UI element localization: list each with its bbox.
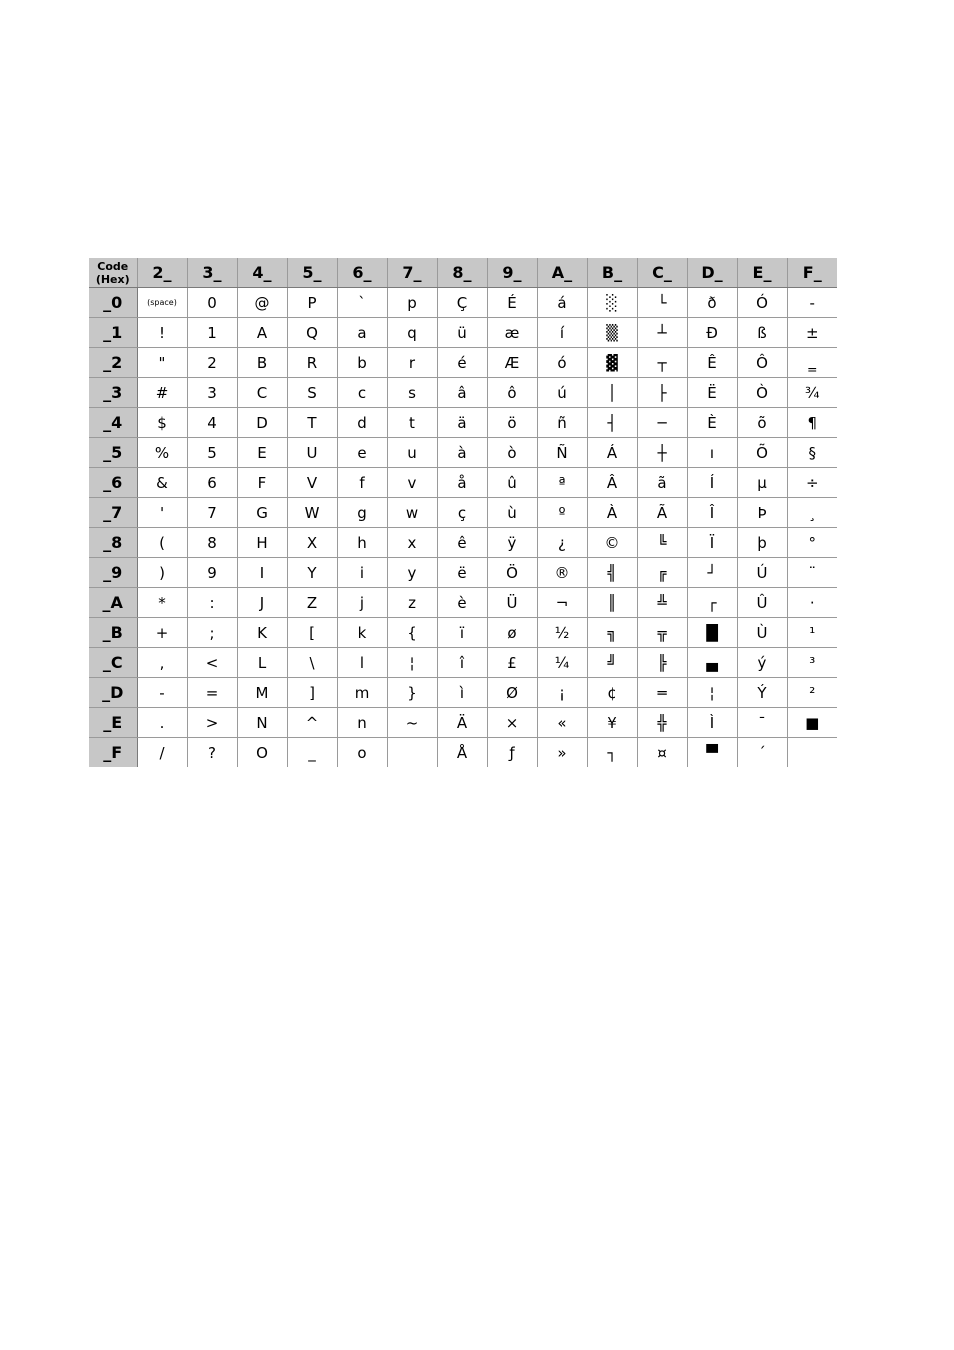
- table-cell: ¬: [537, 588, 587, 618]
- table-cell: ┴: [637, 318, 687, 348]
- table-cell: ': [137, 498, 187, 528]
- table-cell: ½: [537, 618, 587, 648]
- table-cell: ─: [637, 408, 687, 438]
- table-cell: ▀: [687, 738, 737, 768]
- table-cell: ¯: [737, 708, 787, 738]
- column-header: D_: [687, 258, 737, 288]
- table-cell: ┤: [587, 408, 637, 438]
- table-cell: ¦: [387, 648, 437, 678]
- table-cell: É: [487, 288, 537, 318]
- table-cell: ▓: [587, 348, 637, 378]
- table-cell: ║: [587, 588, 637, 618]
- table-cell: ¼: [537, 648, 587, 678]
- table-cell: ±: [787, 318, 837, 348]
- row-header: _F: [89, 738, 137, 768]
- table-cell: ¥: [587, 708, 637, 738]
- table-cell: Ý: [737, 678, 787, 708]
- table-cell: Z: [287, 588, 337, 618]
- column-header: 4_: [237, 258, 287, 288]
- table-cell: X: [287, 528, 337, 558]
- table-cell: H: [237, 528, 287, 558]
- table-cell: ×: [487, 708, 537, 738]
- table-row: [89, 678, 837, 708]
- table-cell: ç: [437, 498, 487, 528]
- table-cell: }: [387, 678, 437, 708]
- table-cell: À: [587, 498, 637, 528]
- table-cell: Ë: [687, 378, 737, 408]
- table-cell: ┬: [637, 348, 687, 378]
- table-cell: Ï: [687, 528, 737, 558]
- table-cell: ì: [437, 678, 487, 708]
- table-cell: Ö: [487, 558, 537, 588]
- row-header: _0: [89, 288, 137, 318]
- table-cell: u: [387, 438, 437, 468]
- table-cell: !: [137, 318, 187, 348]
- table-cell: /: [137, 738, 187, 768]
- table-cell: ¨: [787, 558, 837, 588]
- table-cell: ¤: [637, 738, 687, 768]
- table-cell: 9: [187, 558, 237, 588]
- row-header: _8: [89, 528, 137, 558]
- column-header: 6_: [337, 258, 387, 288]
- table-cell: C: [237, 378, 287, 408]
- table-cell: é: [437, 348, 487, 378]
- table-cell: ‗: [787, 348, 837, 378]
- table-cell: î: [437, 648, 487, 678]
- row-header: _2: [89, 348, 137, 378]
- table-cell: l: [337, 648, 387, 678]
- table-cell: y: [387, 558, 437, 588]
- table-cell: ê: [437, 528, 487, 558]
- table-cell: P: [287, 288, 337, 318]
- table-cell: d: [337, 408, 387, 438]
- table-cell: ): [137, 558, 187, 588]
- table-cell: h: [337, 528, 387, 558]
- table-cell: ø: [487, 618, 537, 648]
- table-cell: §: [787, 438, 837, 468]
- table-cell: ┐: [587, 738, 637, 768]
- table-row: [89, 378, 837, 408]
- table-cell: k: [337, 618, 387, 648]
- table-row: [89, 318, 837, 348]
- table-cell: ^: [287, 708, 337, 738]
- row-header: _9: [89, 558, 137, 588]
- table-cell: (space): [137, 288, 187, 318]
- table-cell: 8: [187, 528, 237, 558]
- column-header: 9_: [487, 258, 537, 288]
- table-cell: E: [237, 438, 287, 468]
- table-row: [89, 648, 837, 678]
- table-cell: 5: [187, 438, 237, 468]
- table-cell: 7: [187, 498, 237, 528]
- table-cell: `: [337, 288, 387, 318]
- table-cell: ¢: [587, 678, 637, 708]
- table-cell: ý: [737, 648, 787, 678]
- table-cell: ?: [187, 738, 237, 768]
- table-cell: Þ: [737, 498, 787, 528]
- table-cell: ": [137, 348, 187, 378]
- column-header: 5_: [287, 258, 337, 288]
- table-cell: ┌: [687, 588, 737, 618]
- table-cell: Ã: [637, 498, 687, 528]
- table-cell: ╣: [587, 558, 637, 588]
- table-cell: (: [137, 528, 187, 558]
- table-cell: è: [437, 588, 487, 618]
- table-cell: *: [137, 588, 187, 618]
- table-row: [89, 588, 837, 618]
- row-header: _4: [89, 408, 137, 438]
- row-header: _D: [89, 678, 137, 708]
- table-cell: -: [137, 678, 187, 708]
- table-cell: Y: [287, 558, 337, 588]
- table-cell: ÷: [787, 468, 837, 498]
- corner-label-hex: (Hex): [95, 272, 130, 286]
- table-cell: N: [237, 708, 287, 738]
- table-cell: -: [787, 288, 837, 318]
- table-cell: z: [387, 588, 437, 618]
- row-header: _E: [89, 708, 137, 738]
- table-cell: ;: [187, 618, 237, 648]
- table-cell: ÿ: [487, 528, 537, 558]
- table-row: [89, 708, 837, 738]
- table-cell: ┼: [637, 438, 687, 468]
- column-header: B_: [587, 258, 637, 288]
- table-cell: J: [237, 588, 287, 618]
- table-cell: ]: [287, 678, 337, 708]
- table-cell: Â: [587, 468, 637, 498]
- table-cell: O: [237, 738, 287, 768]
- table-cell: ù: [487, 498, 537, 528]
- column-header-row: [89, 258, 837, 288]
- table-cell: þ: [737, 528, 787, 558]
- corner-header: [89, 258, 137, 288]
- table-cell: Ø: [487, 678, 537, 708]
- table-cell: D: [237, 408, 287, 438]
- table-cell: j: [337, 588, 387, 618]
- table-cell: q: [387, 318, 437, 348]
- table-cell: ╠: [637, 648, 687, 678]
- table-body: [89, 288, 837, 768]
- column-header: 2_: [137, 258, 187, 288]
- table-cell: á: [537, 288, 587, 318]
- table-cell: ╗: [587, 618, 637, 648]
- table-cell: å: [437, 468, 487, 498]
- table-cell: ¹: [787, 618, 837, 648]
- table-cell: õ: [737, 408, 787, 438]
- table-cell: ╚: [637, 528, 687, 558]
- table-cell: [787, 738, 837, 768]
- table-cell: W: [287, 498, 337, 528]
- table-cell: I: [237, 558, 287, 588]
- table-cell: █: [687, 618, 737, 648]
- table-cell: .: [137, 708, 187, 738]
- table-cell: Á: [587, 438, 637, 468]
- table-cell: c: [337, 378, 387, 408]
- table-cell: ╩: [637, 588, 687, 618]
- table-row: [89, 618, 837, 648]
- table-cell: ·: [787, 588, 837, 618]
- table-cell: R: [287, 348, 337, 378]
- table-cell: A: [237, 318, 287, 348]
- table-cell: ó: [537, 348, 587, 378]
- table-cell: 0: [187, 288, 237, 318]
- table-cell: ²: [787, 678, 837, 708]
- table-cell: 6: [187, 468, 237, 498]
- table-cell: í: [537, 318, 587, 348]
- table-cell: ¦: [687, 678, 737, 708]
- table-cell: ¸: [787, 498, 837, 528]
- table-cell: Ô: [737, 348, 787, 378]
- table-cell: r: [387, 348, 437, 378]
- row-header: _C: [89, 648, 137, 678]
- table-cell: ß: [737, 318, 787, 348]
- character-code-table: [89, 258, 837, 767]
- table-cell: T: [287, 408, 337, 438]
- table-cell: ò: [487, 438, 537, 468]
- table-cell: K: [237, 618, 287, 648]
- table-cell: ´: [737, 738, 787, 768]
- table-cell: ░: [587, 288, 637, 318]
- table-cell: _: [287, 738, 337, 768]
- table-cell: @: [237, 288, 287, 318]
- table-cell: ï: [437, 618, 487, 648]
- table-cell: °: [787, 528, 837, 558]
- table-cell: B: [237, 348, 287, 378]
- table-cell: Q: [287, 318, 337, 348]
- table-cell: &: [137, 468, 187, 498]
- table-cell: s: [387, 378, 437, 408]
- table-row: [89, 438, 837, 468]
- table-cell: V: [287, 468, 337, 498]
- row-header: _3: [89, 378, 137, 408]
- table-cell: Æ: [487, 348, 537, 378]
- table-cell: ├: [637, 378, 687, 408]
- table-cell: [: [287, 618, 337, 648]
- table-cell: â: [437, 378, 487, 408]
- table-cell: b: [337, 348, 387, 378]
- column-header: A_: [537, 258, 587, 288]
- table-cell: =: [187, 678, 237, 708]
- table-cell: ô: [487, 378, 537, 408]
- table-cell: 3: [187, 378, 237, 408]
- table-cell: v: [387, 468, 437, 498]
- table-cell: %: [137, 438, 187, 468]
- row-header: _1: [89, 318, 137, 348]
- table-cell: º: [537, 498, 587, 528]
- table-cell: ä: [437, 408, 487, 438]
- table-cell: ╦: [637, 618, 687, 648]
- table-cell: ®: [537, 558, 587, 588]
- column-header: E_: [737, 258, 787, 288]
- column-header: 8_: [437, 258, 487, 288]
- table-cell: ö: [487, 408, 537, 438]
- table-cell: ú: [537, 378, 587, 408]
- table-cell: ã: [637, 468, 687, 498]
- table-cell: └: [637, 288, 687, 318]
- table-cell: Î: [687, 498, 737, 528]
- table-cell: Õ: [737, 438, 787, 468]
- table-cell: ¶: [787, 408, 837, 438]
- table-cell: \: [287, 648, 337, 678]
- column-header: F_: [787, 258, 837, 288]
- row-header: _6: [89, 468, 137, 498]
- table-cell: Å: [437, 738, 487, 768]
- table-cell: ¾: [787, 378, 837, 408]
- table-cell: Ü: [487, 588, 537, 618]
- table-cell: :: [187, 588, 237, 618]
- table-cell: w: [387, 498, 437, 528]
- table-cell: $: [137, 408, 187, 438]
- table-cell: Ä: [437, 708, 487, 738]
- table-cell: M: [237, 678, 287, 708]
- table-cell: ┘: [687, 558, 737, 588]
- table-cell: È: [687, 408, 737, 438]
- table-row: [89, 738, 837, 768]
- table-cell: Ç: [437, 288, 487, 318]
- table-cell: n: [337, 708, 387, 738]
- table-cell: Ê: [687, 348, 737, 378]
- table-cell: m: [337, 678, 387, 708]
- table-cell: ³: [787, 648, 837, 678]
- column-header: 7_: [387, 258, 437, 288]
- table-cell: +: [137, 618, 187, 648]
- table-cell: Ù: [737, 618, 787, 648]
- table-cell: Ú: [737, 558, 787, 588]
- row-header: _5: [89, 438, 137, 468]
- table-cell: ,: [137, 648, 187, 678]
- table-cell: Ñ: [537, 438, 587, 468]
- table-cell: g: [337, 498, 387, 528]
- table-cell: ▒: [587, 318, 637, 348]
- table-cell: ı: [687, 438, 737, 468]
- table-cell: x: [387, 528, 437, 558]
- table-cell: f: [337, 468, 387, 498]
- table-cell: «: [537, 708, 587, 738]
- corner-label-code: Code: [97, 259, 129, 273]
- table-cell: ▄: [687, 648, 737, 678]
- table-cell: Ì: [687, 708, 737, 738]
- row-header: _7: [89, 498, 137, 528]
- table-cell: L: [237, 648, 287, 678]
- table-cell: e: [337, 438, 387, 468]
- table-cell: │: [587, 378, 637, 408]
- table-cell: ╬: [637, 708, 687, 738]
- table-cell: 4: [187, 408, 237, 438]
- table-cell: 2: [187, 348, 237, 378]
- table-cell: ë: [437, 558, 487, 588]
- table-cell: ■: [787, 708, 837, 738]
- table-cell: {: [387, 618, 437, 648]
- table-cell: i: [337, 558, 387, 588]
- table-cell: ~: [387, 708, 437, 738]
- column-header: C_: [637, 258, 687, 288]
- table-cell: û: [487, 468, 537, 498]
- table-cell: µ: [737, 468, 787, 498]
- table-row: [89, 468, 837, 498]
- table-row: [89, 498, 837, 528]
- table-cell: ¡: [537, 678, 587, 708]
- table-cell: ð: [687, 288, 737, 318]
- table-cell: Í: [687, 468, 737, 498]
- table-cell: U: [287, 438, 337, 468]
- table-cell: t: [387, 408, 437, 438]
- table-cell: ¿: [537, 528, 587, 558]
- table-cell: Û: [737, 588, 787, 618]
- table-cell: »: [537, 738, 587, 768]
- table-row: [89, 408, 837, 438]
- column-header: 3_: [187, 258, 237, 288]
- row-header: _B: [89, 618, 137, 648]
- table-cell: ©: [587, 528, 637, 558]
- table-cell: ╔: [637, 558, 687, 588]
- table-row: [89, 558, 837, 588]
- table-cell: ╝: [587, 648, 637, 678]
- table-cell: Ó: [737, 288, 787, 318]
- table-cell: Ò: [737, 378, 787, 408]
- table-cell: F: [237, 468, 287, 498]
- table-cell: G: [237, 498, 287, 528]
- table-cell: a: [337, 318, 387, 348]
- row-header: _A: [89, 588, 137, 618]
- table-cell: o: [337, 738, 387, 768]
- table-cell: S: [287, 378, 337, 408]
- table-cell: #: [137, 378, 187, 408]
- table-row: [89, 348, 837, 378]
- table-cell: æ: [487, 318, 537, 348]
- table-cell: p: [387, 288, 437, 318]
- table-cell: Đ: [687, 318, 737, 348]
- table-cell: >: [187, 708, 237, 738]
- table-cell: à: [437, 438, 487, 468]
- table-cell: <: [187, 648, 237, 678]
- table-cell: [387, 738, 437, 768]
- table-cell: £: [487, 648, 537, 678]
- table-cell: 1: [187, 318, 237, 348]
- table-cell: ª: [537, 468, 587, 498]
- table-cell: ñ: [537, 408, 587, 438]
- table-cell: ═: [637, 678, 687, 708]
- table-row: [89, 288, 837, 318]
- table-row: [89, 528, 837, 558]
- table-cell: ƒ: [487, 738, 537, 768]
- table-cell: ü: [437, 318, 487, 348]
